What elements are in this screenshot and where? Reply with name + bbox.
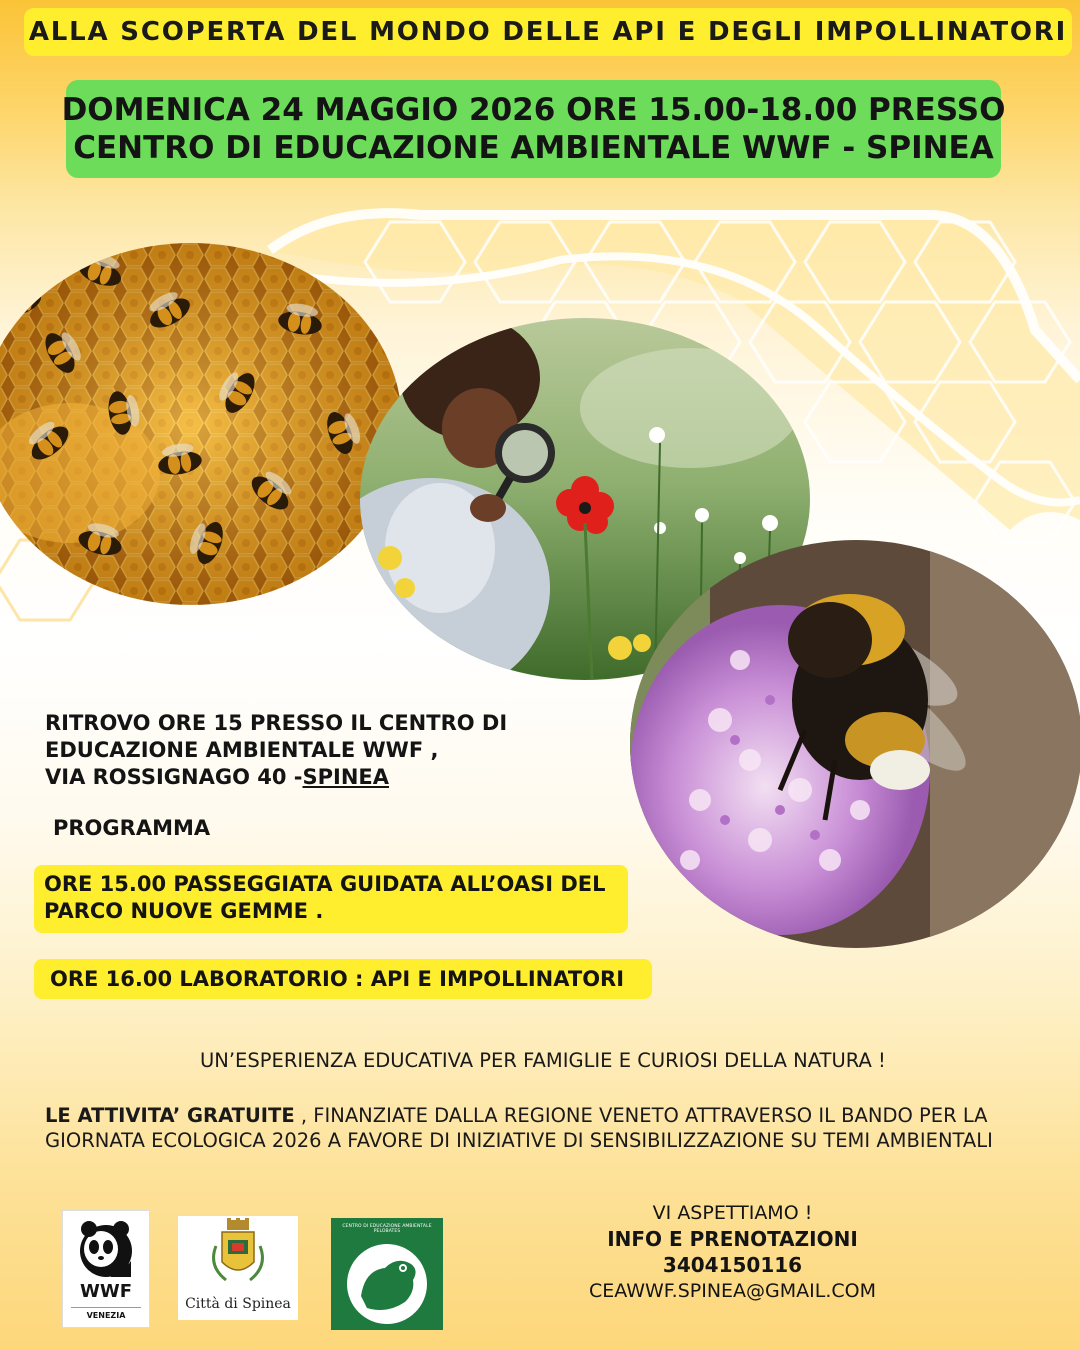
tagline: UN’ESPERIENZA EDUCATIVA PER FAMIGLIE E CURIOSI DELLA NATURA ! [200, 1049, 886, 1072]
meeting-line-2: EDUCAZIONE AMBIENTALE WWF , [45, 738, 439, 762]
frog-icon [331, 1218, 443, 1330]
cea-pelobates-logo [331, 1218, 443, 1330]
program-item-lab-text: ORE 16.00 LABORATORIO : API E IMPOLLINATORI [50, 967, 625, 991]
contacts-block [540, 1200, 925, 1304]
program-heading: PROGRAMMA [53, 816, 211, 840]
bumblebee-flower-photo [630, 540, 1080, 948]
wwf-logo-divider [71, 1307, 141, 1308]
funding-note-text: , FINANZIATE DALLA REGIONE VENETO ATTRAVERSO IL BANDO PER LA GIORNATA ECOLOGICA 2026 A FAVORE DI INIZIATIVE DI SENSIBILIZZAZIONE SU TEMI AMBIENTALI [45, 1104, 993, 1152]
cea-logo-text: CENTRO DI EDUCAZIONE AMBIENTALE PELOBATES [342, 1224, 432, 1234]
wwf-logo-text: WWF [79, 1281, 132, 1302]
contacts-email[interactable]: CEAWWF.SPINEA@GMAIL.COM [588, 1280, 876, 1302]
meeting-line-3 [45, 764, 507, 791]
meeting-line-1: RITROVO ORE 15 PRESSO IL CENTRO DI [45, 711, 508, 735]
date-line: DOMENICA 24 MAGGIO 2026 ORE 15.00-18.00 PRESSO [61, 92, 1006, 128]
contacts-info-heading: INFO E PRENOTAZIONI [607, 1227, 858, 1251]
wwf-venezia-logo [62, 1210, 150, 1328]
coat-of-arms-icon [178, 1216, 298, 1296]
contacts-phone[interactable]: 3404150116 [662, 1253, 803, 1277]
spinea-logo-text: Città di Spinea [185, 1296, 291, 1312]
date-location-banner [61, 80, 1006, 178]
meeting-point [45, 710, 507, 791]
funding-note [45, 1103, 1055, 1153]
honeycomb-bees-photo [0, 243, 402, 605]
meeting-town: SPINEA [302, 765, 390, 789]
citta-di-spinea-logo [178, 1216, 298, 1320]
event-title-banner [24, 8, 1072, 56]
panda-icon [63, 1211, 149, 1281]
program-item-walk [34, 865, 628, 933]
program-item-walk-line-1: ORE 15.00 PASSEGGIATA GUIDATA ALL’OASI DEL [44, 872, 606, 896]
funding-note-bold: LE ATTIVITA’ GRATUITE [45, 1104, 295, 1127]
contacts-greeting: VI ASPETTIAMO ! [652, 1202, 813, 1224]
wwf-logo-subtext: VENEZIA [86, 1311, 126, 1320]
meeting-address: VIA ROSSIGNAGO 40 - [45, 765, 303, 789]
program-item-walk-line-2: PARCO NUOVE GEMME . [44, 899, 324, 923]
program-item-lab [34, 959, 652, 999]
event-title: ALLA SCOPERTA DEL MONDO DELLE API E DEGLI IMPOLLINATORI [28, 17, 1068, 47]
location-line: CENTRO DI EDUCAZIONE AMBIENTALE WWF - SPINEA [73, 130, 994, 166]
